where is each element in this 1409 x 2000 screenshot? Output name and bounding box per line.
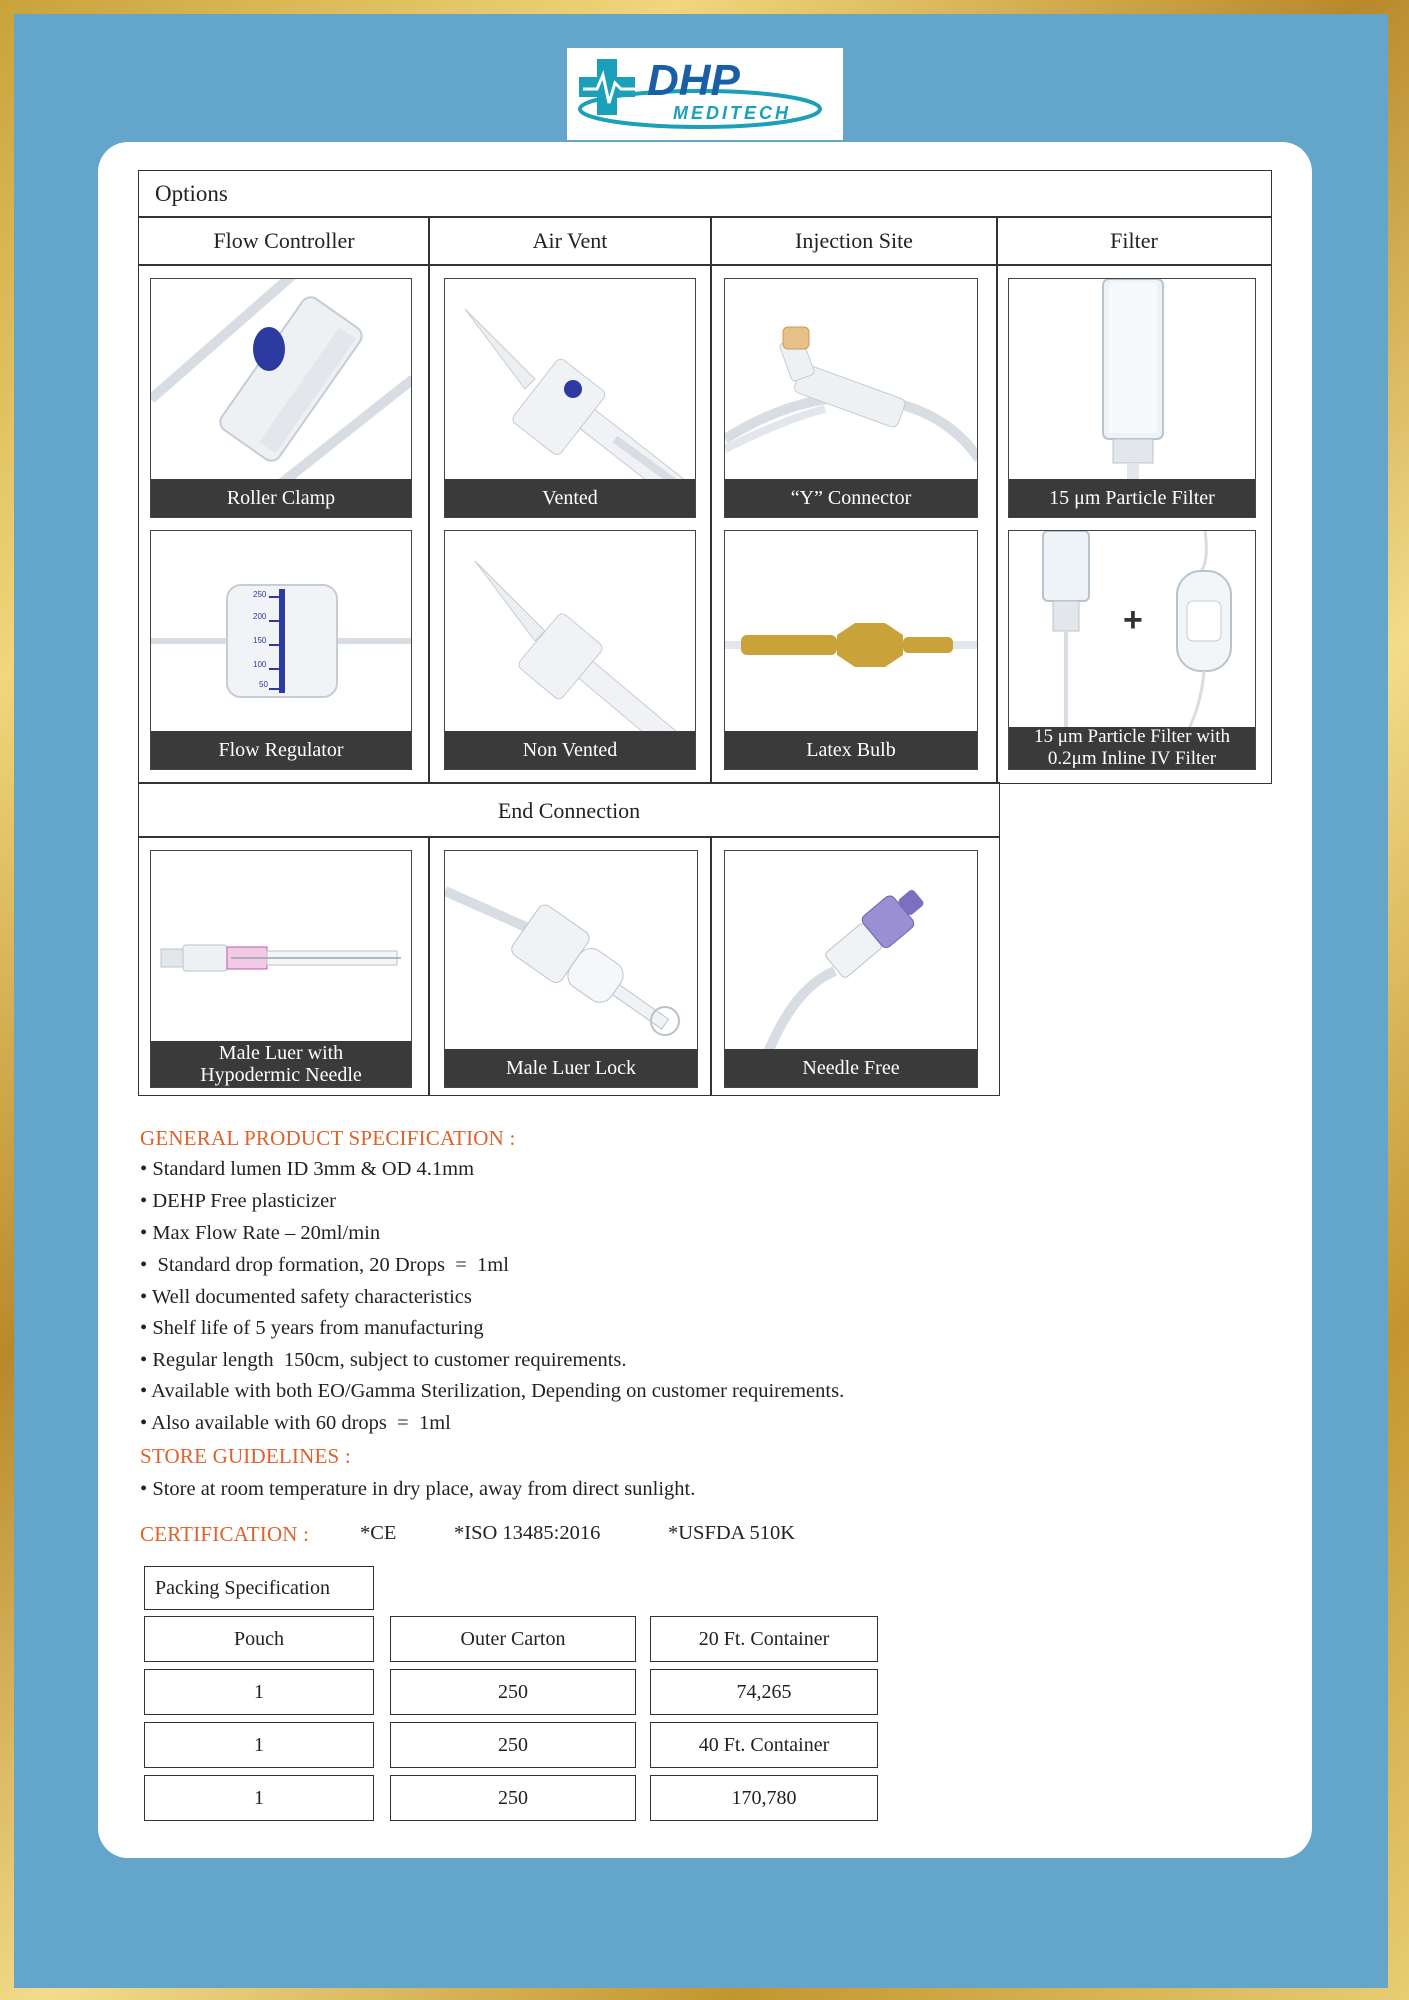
options-title: Options	[155, 181, 228, 206]
brand-sub: MEDITECH	[673, 103, 791, 123]
tick-150: 150	[253, 636, 267, 645]
thumb-particle-inline-filter	[1008, 530, 1256, 770]
caption-flow-regulator: Flow Regulator	[151, 731, 411, 769]
thumb-non-vented	[444, 530, 696, 770]
store-guidelines-title: STORE GUIDELINES :	[140, 1444, 351, 1468]
caption-male-luer-needle	[151, 1041, 411, 1087]
col-air-vent: Air Vent	[532, 228, 608, 253]
thumb-y-connector	[724, 278, 978, 518]
end-connection-title: End Connection	[497, 798, 641, 823]
general-bullet-text: Available with both EO/Gamma Sterilization, Depending on customer requirements.	[151, 1380, 845, 1402]
col-flow-controller: Flow Controller	[213, 228, 355, 253]
general-bullet-7: • Regular length 150cm, subject to customer requirements.	[140, 1349, 627, 1371]
col-filter: Filter	[1110, 228, 1158, 253]
store-bullet-1: • Store at room temperature in dry place, away from direct sunlight.	[140, 1478, 696, 1500]
brand-logo	[567, 48, 843, 140]
packing-cell-r2c1: 1	[144, 1669, 374, 1715]
general-bullet-text: Regular length 150cm, subject to customer requirements.	[152, 1349, 627, 1371]
packing-title-cell	[144, 1566, 374, 1610]
general-bullet-4: • Standard drop formation, 20 Drops = 1ml	[140, 1254, 509, 1276]
general-spec-title: GENERAL PRODUCT SPECIFICATION :	[140, 1126, 516, 1150]
general-bullet-8: • Available with both EO/Gamma Sterilization, Depending on customer requirements.	[140, 1380, 845, 1402]
caption-roller-clamp: Roller Clamp	[151, 479, 411, 517]
caption-male-luer-lock: Male Luer Lock	[445, 1049, 697, 1087]
cert-ce: *CE	[360, 1522, 397, 1544]
options-title-cell	[138, 170, 1272, 218]
packing-cell-r4c1: 1	[144, 1775, 374, 1821]
caption-male-luer-needle-text: Male Luer with Hypodermic Needle	[200, 1042, 362, 1086]
caption-needle-free: Needle Free	[725, 1049, 977, 1087]
general-bullet-text: DEHP Free plasticizer	[152, 1190, 336, 1212]
packing-cell-r3c2: 250	[390, 1722, 636, 1768]
thumb-vented	[444, 278, 696, 518]
thumb-male-luer-needle	[150, 850, 412, 1088]
thumb-particle-filter	[1008, 278, 1256, 518]
thumb-roller-clamp	[150, 278, 412, 518]
general-bullet-text: Max Flow Rate – 20ml/min	[152, 1222, 381, 1244]
store-bullet-text: Store at room temperature in dry place, away from direct sunlight.	[152, 1478, 696, 1500]
thumb-flow-regulator	[150, 530, 412, 770]
cert-usfda: *USFDA 510K	[668, 1522, 796, 1544]
general-bullet-text: Standard lumen ID 3mm & OD 4.1mm	[152, 1158, 475, 1180]
cert-iso: *ISO 13485:2016	[454, 1522, 601, 1544]
packing-cell-r1c2: Outer Carton	[390, 1616, 636, 1662]
general-bullet-text: Also available with 60 drops = 1ml	[151, 1412, 451, 1434]
content-card	[98, 142, 1312, 1858]
thumb-needle-free	[724, 850, 978, 1088]
tick-50: 50	[259, 680, 268, 689]
general-bullet-9: • Also available with 60 drops = 1ml	[140, 1412, 451, 1434]
tick-200: 200	[253, 612, 267, 621]
general-bullet-2: • DEHP Free plasticizer	[140, 1190, 336, 1212]
plus-sign: +	[1123, 601, 1143, 639]
caption-particle-filter: 15 μm Particle Filter	[1009, 479, 1255, 517]
packing-cell-r3c3: 40 Ft. Container	[650, 1722, 878, 1768]
brand-name: DHP	[647, 56, 740, 105]
packing-cell-r1c3: 20 Ft. Container	[650, 1616, 878, 1662]
caption-latex-bulb: Latex Bulb	[725, 731, 977, 769]
general-bullet-1: • Standard lumen ID 3mm & OD 4.1mm	[140, 1158, 475, 1180]
packing-cell-r2c2: 250	[390, 1669, 636, 1715]
thumb-male-luer-lock	[444, 850, 698, 1088]
general-bullet-text: Standard drop formation, 20 Drops = 1ml	[152, 1254, 509, 1276]
packing-cell-r3c1: 1	[144, 1722, 374, 1768]
packing-cell-r1c1: Pouch	[144, 1616, 374, 1662]
general-bullet-text: Well documented safety characteristics	[151, 1286, 472, 1308]
certification-title: CERTIFICATION :	[140, 1522, 310, 1546]
caption-particle-inline-filter	[1009, 727, 1255, 769]
general-bullet-3: • Max Flow Rate – 20ml/min	[140, 1222, 381, 1244]
caption-y-connector: “Y” Connector	[725, 479, 977, 517]
packing-title: Packing Specification	[155, 1576, 330, 1599]
tick-100: 100	[253, 660, 267, 669]
packing-cell-r2c3: 74,265	[650, 1669, 878, 1715]
packing-cell-r4c3: 170,780	[650, 1775, 878, 1821]
col-injection-site: Injection Site	[795, 228, 913, 253]
logo-mark-icon	[575, 51, 835, 137]
general-bullet-5: • Well documented safety characteristics	[140, 1286, 472, 1308]
general-bullet-text: Shelf life of 5 years from manufacturing	[152, 1317, 484, 1339]
caption-vented: Vented	[445, 479, 695, 517]
thumb-latex-bulb	[724, 530, 978, 770]
tick-250: 250	[253, 590, 267, 599]
caption-particle-inline-filter-text: 15 μm Particle Filter with 0.2μm Inline IV Filter	[1034, 726, 1230, 769]
caption-non-vented: Non Vented	[445, 731, 695, 769]
packing-cell-r4c2: 250	[390, 1775, 636, 1821]
general-bullet-6: • Shelf life of 5 years from manufacturing	[140, 1317, 484, 1339]
